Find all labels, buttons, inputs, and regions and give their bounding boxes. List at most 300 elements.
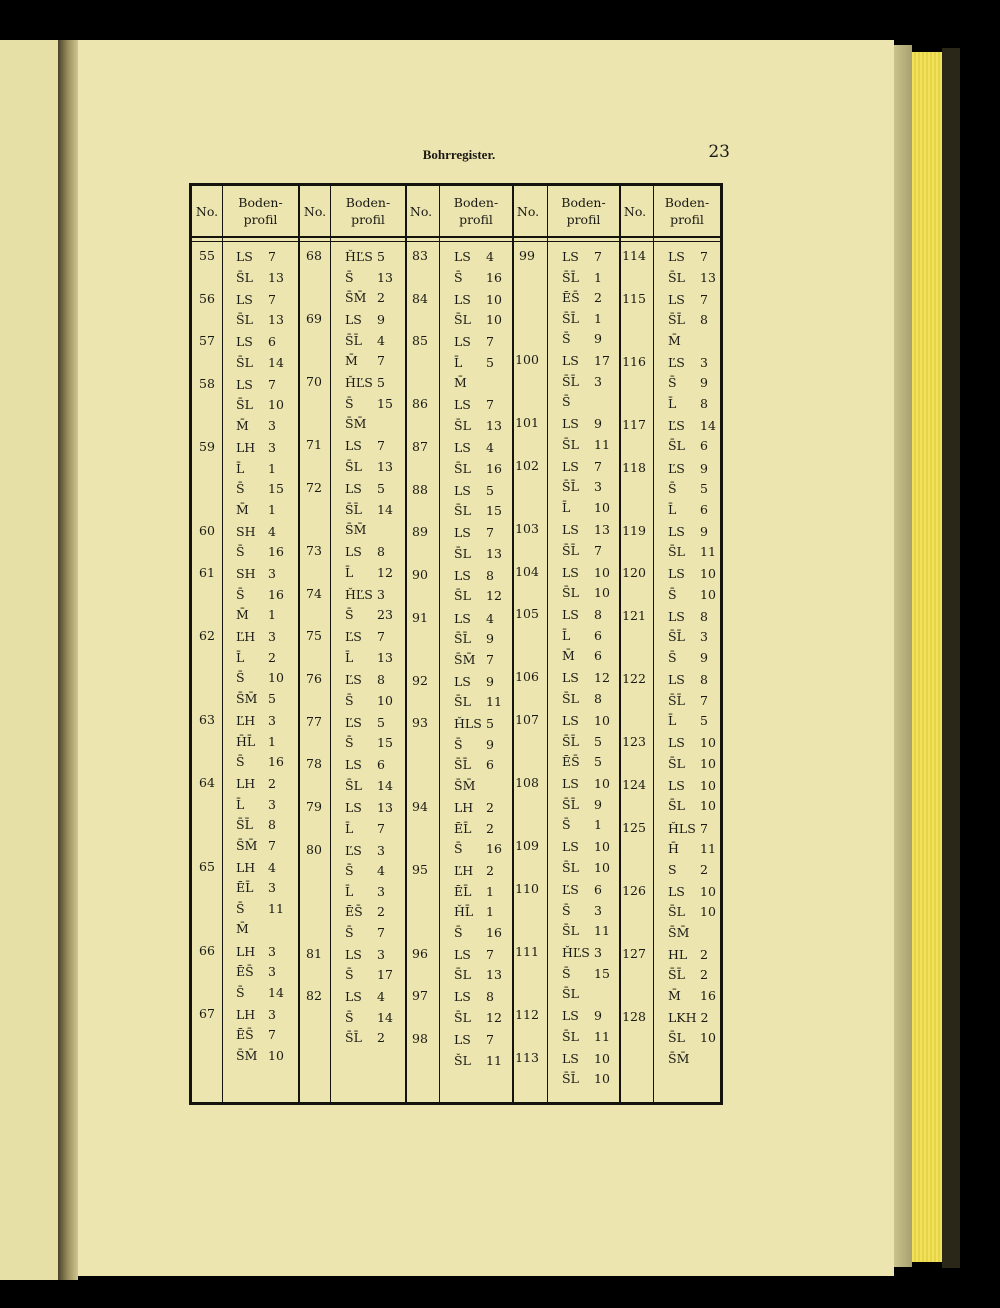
profile-layer (454, 693, 502, 711)
profile-layer (236, 543, 284, 561)
layer-depth: 1 (486, 904, 494, 920)
layer-code: LS (668, 608, 685, 624)
layer-depth: 3 (594, 373, 602, 389)
header-no: No. (195, 203, 219, 219)
layer-depth: 9 (594, 416, 602, 432)
layer-depth: 7 (594, 542, 602, 558)
layer-code: LS (454, 334, 471, 350)
layer-depth: 11 (700, 841, 716, 857)
layer-code: S̄L (668, 1030, 685, 1046)
layer-code: S̄M̄ (345, 416, 367, 432)
layer-code: LS (454, 525, 471, 541)
header-no: No. (409, 203, 433, 219)
layer-code: S̄M̄ (236, 837, 258, 853)
layer-depth: 7 (268, 1027, 276, 1043)
layer-code: S̄L̄ (562, 269, 579, 285)
layer-code: S̄ (236, 754, 245, 770)
entry-number: 84 (412, 290, 428, 306)
layer-code: S̄L̄ (668, 629, 685, 645)
layer-code: S̄ (454, 841, 463, 857)
layer-depth: 17 (594, 353, 610, 369)
layer-code: LS (454, 673, 471, 689)
profile-layer (562, 881, 602, 899)
layer-code: S̄L (454, 967, 471, 983)
profile-layer (345, 586, 385, 604)
layer-code: LS (345, 312, 362, 328)
entry-number: 71 (306, 437, 322, 453)
profile-layer (562, 1007, 602, 1025)
layer-code: LS (668, 566, 685, 582)
profile-layer (454, 248, 494, 266)
layer-depth: 10 (700, 566, 716, 582)
layer-depth: 7 (486, 525, 494, 541)
profile-layer (562, 965, 610, 983)
layer-code: ȞĽS (562, 945, 590, 961)
layer-depth: 9 (594, 796, 602, 812)
layer-depth: 3 (268, 629, 276, 645)
layer-depth: 7 (594, 249, 602, 264)
profile-layer (345, 883, 385, 901)
layer-code: L̄ (345, 564, 354, 580)
profile-layer (454, 840, 502, 858)
profile-layer (562, 542, 602, 560)
profile-layer (236, 920, 268, 938)
entry-number: 117 (622, 416, 646, 432)
profile-layer (236, 963, 276, 981)
layer-depth: 10 (700, 883, 716, 899)
layer-code: S̄L (668, 438, 685, 454)
layer-depth: 8 (377, 544, 385, 560)
profile-layer (562, 985, 594, 1003)
profile-layer (562, 902, 602, 920)
profile-layer (454, 417, 502, 435)
profile-layer (345, 564, 393, 582)
layer-code: S̄L̄ (562, 310, 579, 326)
layer-depth: 2 (700, 946, 708, 962)
entry-number: 120 (622, 565, 646, 581)
layer-depth: 10 (700, 777, 716, 793)
layer-code: S̄ (345, 269, 354, 285)
layer-depth: 7 (377, 924, 385, 940)
entry-number: 123 (622, 734, 646, 750)
entry-number: 102 (515, 457, 539, 473)
layer-code: ĒS̄ (562, 754, 580, 770)
layer-code: S̄ (345, 395, 354, 411)
layer-code: S̄ (345, 607, 354, 623)
layer-depth: 16 (268, 544, 284, 560)
layer-depth: 12 (594, 670, 610, 686)
profile-layer (668, 883, 716, 901)
layer-code: HL (668, 946, 688, 962)
profile-layer (454, 439, 494, 457)
layer-depth: 8 (594, 607, 602, 623)
layer-depth: 14 (377, 777, 393, 793)
layer-depth: 8 (700, 312, 708, 328)
entry-number: 67 (199, 1005, 215, 1021)
layer-depth: 14 (700, 417, 716, 433)
profile-layer (562, 373, 602, 391)
profile-layer (454, 460, 502, 478)
layer-code: LS (668, 523, 685, 539)
layer-code: LS (454, 249, 471, 264)
layer-depth: 2 (486, 863, 494, 879)
layer-depth: 2 (700, 967, 708, 983)
profile-layer (345, 248, 385, 266)
layer-code: S̄ (345, 735, 354, 751)
layer-code: S̄ (562, 331, 571, 346)
entry-number: 113 (515, 1049, 539, 1065)
header-bodenprofil: Boden- profil (664, 195, 710, 227)
entry-number: 74 (306, 585, 322, 601)
layer-depth: 5 (700, 481, 708, 497)
profile-layer (668, 734, 716, 752)
profile-layer (562, 838, 610, 856)
layer-depth: 1 (268, 501, 276, 517)
layer-depth: 10 (594, 839, 610, 855)
layer-code: LS (454, 397, 471, 413)
layer-depth: 1 (486, 883, 494, 899)
layer-code: H̄L̄ (236, 733, 256, 749)
profile-layer (668, 777, 716, 795)
layer-depth: 7 (377, 629, 385, 645)
layer-depth: 7 (486, 651, 494, 667)
layer-code: ĽH (236, 713, 256, 729)
profile-layer (454, 736, 494, 754)
layer-depth: 7 (486, 334, 494, 350)
layer-code: ȞĽS (345, 375, 373, 391)
layer-code: S̄L (236, 397, 253, 413)
layer-depth: 9 (700, 460, 708, 476)
layer-depth: 5 (594, 754, 602, 770)
profile-layer (454, 567, 494, 585)
layer-code: S̄ (562, 817, 571, 833)
layer-depth: 3 (268, 417, 276, 433)
profile-layer (668, 1050, 700, 1068)
entry-number: 66 (199, 942, 215, 958)
layer-code: L̄ (668, 713, 677, 729)
profile-layer (345, 437, 385, 455)
layer-code: ĽS (345, 629, 362, 645)
entry-number: 128 (622, 1008, 646, 1024)
layer-depth: 3 (268, 796, 276, 812)
layer-depth: 10 (700, 1030, 716, 1046)
entry-number: 88 (412, 481, 428, 497)
layer-code: LH (236, 776, 256, 792)
layer-code: S̄ (562, 394, 571, 410)
layer-code: LS (454, 989, 471, 1005)
layer-depth: 3 (377, 946, 385, 962)
layer-depth: 8 (594, 690, 602, 706)
layer-depth: 10 (268, 670, 284, 686)
layer-code: S̄L̄ (345, 332, 362, 348)
layer-depth: 5 (377, 714, 385, 730)
layer-code: S̄L (562, 1028, 579, 1044)
profile-layer (236, 565, 276, 583)
layer-depth: 6 (377, 757, 385, 773)
layer-code: S̄M̄ (345, 290, 367, 305)
layer-depth: 8 (700, 608, 708, 624)
entry-number: 116 (622, 353, 646, 369)
layer-code: S̄ (668, 649, 677, 665)
profile-layer (236, 628, 276, 646)
profile-layer (668, 692, 708, 710)
layer-depth: 10 (268, 1047, 284, 1063)
profile-layer (345, 820, 385, 838)
layer-code: S̄L (345, 458, 362, 474)
entry-number: 81 (306, 945, 322, 961)
layer-depth: 6 (594, 648, 602, 664)
header-no: No. (623, 203, 647, 219)
profile-layer (454, 291, 502, 309)
entry-number: 109 (515, 838, 539, 854)
entry-number: 75 (306, 628, 322, 644)
layer-code: ĽS (668, 354, 685, 370)
layer-code: S̄L̄ (668, 312, 685, 328)
layer-depth: 2 (377, 1030, 385, 1046)
layer-code: ĽS (345, 714, 362, 730)
profile-layer (562, 415, 602, 433)
entry-number: 104 (515, 563, 539, 579)
layer-code: S̄L (236, 269, 253, 285)
entry-number: 69 (306, 311, 322, 327)
layer-depth: 3 (377, 586, 385, 602)
layer-depth: 8 (700, 395, 708, 411)
layer-code: LS (236, 334, 253, 350)
layer-code: LS (454, 482, 471, 498)
layer-depth: 4 (377, 332, 385, 348)
layer-depth: 3 (377, 883, 385, 899)
layer-code: ĽH (454, 863, 474, 879)
layer-code: LS (562, 713, 579, 729)
layer-depth: 7 (700, 291, 708, 307)
layer-depth: 1 (268, 733, 276, 749)
layer-code: L̄ (668, 395, 677, 411)
profile-layer (562, 796, 602, 814)
left-page-edge (0, 40, 58, 1280)
entry-number: 100 (515, 352, 539, 368)
layer-depth: 23 (377, 607, 393, 623)
layer-depth: 10 (594, 776, 610, 792)
profile-layer (668, 291, 708, 309)
layer-depth: 2 (486, 820, 494, 836)
layer-code: S̄M̄ (668, 1050, 690, 1066)
layer-depth: 4 (486, 440, 494, 456)
layer-depth: 2 (268, 649, 276, 665)
layer-code: LS (562, 249, 579, 264)
profile-layer (562, 1070, 610, 1088)
layer-depth: 7 (700, 692, 708, 708)
profile-layer (668, 311, 708, 329)
entry-number: 87 (412, 439, 428, 455)
layer-code: S̄L (454, 417, 471, 433)
layer-code: L̄ (668, 501, 677, 517)
book-gutter (58, 40, 78, 1280)
entry-number: 62 (199, 628, 215, 644)
layer-code: LS (345, 544, 362, 560)
profile-layer (562, 859, 610, 877)
layer-depth: 13 (700, 269, 716, 285)
layer-depth: 7 (700, 820, 708, 836)
layer-code: L̄ (345, 820, 354, 836)
profile-layer (668, 628, 708, 646)
profile-layer (668, 565, 716, 583)
layer-code: LS (345, 800, 362, 816)
profile-layer (236, 669, 284, 687)
profile-layer (345, 311, 385, 329)
entry-number: 108 (515, 775, 539, 791)
layer-code: S̄L̄ (236, 817, 253, 833)
layer-code: M̄ (236, 921, 249, 937)
column-divider (439, 186, 440, 1102)
layer-code: S̄L̄ (668, 967, 685, 983)
profile-layer (454, 1031, 494, 1049)
layer-code: S̄ (562, 902, 571, 918)
layer-depth: 9 (700, 523, 708, 539)
layer-depth: 9 (377, 312, 385, 328)
layer-code: S̄ (236, 900, 245, 916)
entry-number: 61 (199, 565, 215, 581)
layer-code: S̄M̄ (454, 777, 476, 793)
entry-number: 89 (412, 524, 428, 540)
layer-depth: 3 (268, 566, 276, 582)
entry-number: 92 (412, 672, 428, 688)
profile-layer (345, 756, 385, 774)
profile-layer (345, 628, 385, 646)
profile-layer (345, 395, 393, 413)
layer-depth: 13 (377, 269, 393, 285)
layer-code: LS (562, 564, 579, 580)
layer-code: S̄L (562, 923, 579, 939)
layer-code: M̄ (236, 607, 249, 623)
layer-code: S̄L (454, 545, 471, 561)
profile-layer (668, 248, 708, 266)
layer-depth: 7 (377, 353, 385, 369)
column-divider (653, 186, 654, 1102)
layer-depth: 14 (268, 984, 284, 1000)
entry-number: 124 (622, 776, 646, 792)
layer-depth: 6 (594, 627, 602, 643)
column-divider (547, 186, 548, 1102)
layer-code: S̄ (236, 670, 245, 686)
layer-depth: 4 (486, 249, 494, 264)
layer-code: S̄L̄ (345, 501, 362, 517)
layer-code: S̄L (454, 694, 471, 710)
layer-code: S̄L̄ (454, 757, 471, 773)
layer-code: SH (236, 523, 256, 539)
profile-layer (236, 333, 276, 351)
layer-depth: 10 (594, 499, 610, 515)
layer-code: LS (454, 946, 471, 962)
layer-code: S̄L̄ (562, 479, 579, 495)
layer-code: L̄ (236, 649, 245, 665)
layer-code: LS (668, 777, 685, 793)
layer-code: ĒS̄ (236, 1027, 254, 1043)
layer-code: S̄L (454, 1009, 471, 1025)
profile-layer (345, 692, 393, 710)
layer-code: LS (562, 670, 579, 686)
profile-layer (668, 374, 708, 392)
profile-layer (562, 775, 610, 793)
entry-number: 65 (199, 858, 215, 874)
profile-layer (236, 439, 276, 457)
profile-layer (668, 903, 716, 921)
profile-layer (345, 501, 393, 519)
profile-layer (562, 458, 602, 476)
profile-layer (562, 584, 610, 602)
layer-code: LS (562, 416, 579, 432)
profile-layer (236, 354, 284, 372)
layer-code: S̄L̄ (454, 631, 471, 647)
profile-layer (454, 820, 494, 838)
profile-layer (668, 543, 716, 561)
profile-layer (562, 690, 602, 708)
entry-number: 63 (199, 712, 215, 728)
profile-layer (668, 924, 700, 942)
layer-code: S̄L̄ (562, 542, 579, 558)
layer-depth: 8 (377, 672, 385, 688)
profile-layer (562, 564, 610, 582)
entry-number: 105 (515, 606, 539, 622)
profile-layer (668, 649, 708, 667)
layer-depth: 5 (486, 716, 494, 732)
layer-depth: 15 (377, 735, 393, 751)
page-number: 23 (708, 142, 730, 162)
layer-code: S̄ (562, 965, 571, 981)
column-divider (619, 186, 621, 1102)
layer-code: S̄L (668, 269, 685, 285)
layer-code: S̄L̄ (562, 796, 579, 812)
layer-code: LS (562, 776, 579, 792)
layer-depth: 10 (700, 735, 716, 751)
layer-depth: 2 (700, 861, 708, 877)
profile-layer (454, 715, 494, 733)
layer-code: S̄ (345, 967, 354, 983)
profile-layer (454, 269, 502, 287)
layer-code: M̄ (236, 417, 249, 433)
layer-code: S̄L (562, 585, 579, 601)
layer-code: LKH (668, 1009, 697, 1025)
layer-depth: 13 (486, 545, 502, 561)
entry-number: 59 (199, 439, 215, 455)
layer-depth: 4 (377, 989, 385, 1005)
layer-depth: 5 (377, 375, 385, 391)
profile-layer (668, 354, 708, 372)
layer-depth: 10 (594, 585, 610, 601)
layer-depth: 11 (486, 694, 502, 710)
layer-depth: 9 (700, 649, 708, 665)
layer-code: S̄ (236, 984, 245, 1000)
layer-code: S̄ (454, 924, 463, 940)
layer-depth: 10 (594, 859, 610, 875)
profile-layer (562, 647, 602, 665)
profile-layer (236, 396, 284, 414)
layer-depth: 14 (377, 501, 393, 517)
layer-code: S̄L (345, 777, 362, 793)
header-rule-thin (192, 241, 720, 242)
profile-layer (236, 376, 276, 394)
entry-number: 73 (306, 543, 322, 559)
profile-layer (236, 753, 284, 771)
running-head: Bohrregister. (422, 147, 496, 162)
layer-depth: 2 (377, 290, 385, 305)
layer-code: ȞLS (454, 716, 482, 732)
entry-number: 79 (306, 799, 322, 815)
layer-depth: 4 (486, 610, 494, 626)
layer-depth: 16 (268, 586, 284, 602)
layer-code: L̄ (345, 649, 354, 665)
layer-code: LS (562, 1050, 579, 1066)
layer-code: LS (562, 839, 579, 855)
